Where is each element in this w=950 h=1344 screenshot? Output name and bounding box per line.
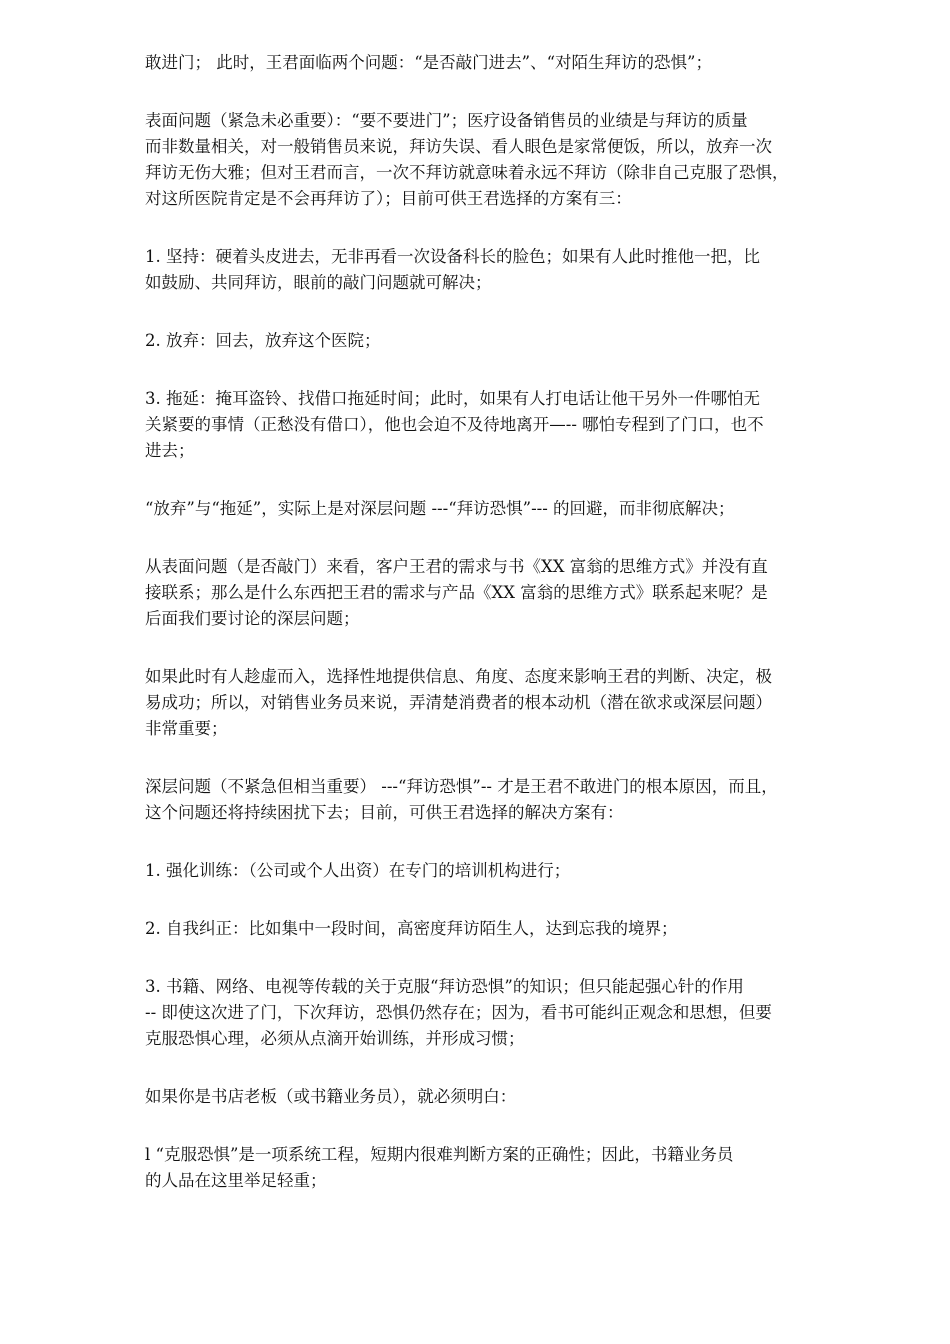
text-line: 3. 拖延：掩耳盗铃、找借口拖延时间；此时，如果有人打电话让他干另外一件哪怕无 xyxy=(145,389,760,408)
text-line: 2. 自我纠正：比如集中一段时间，高密度拜访陌生人，达到忘我的境界； xyxy=(145,919,678,938)
text-line: 拜访无伤大雅；但对王君而言，一次不拜访就意味着永远不拜访（除非自己克服了恐惧， xyxy=(145,163,789,182)
text-line: 敢进门； 此时，王君面临两个问题：“是否敲门进去”、“对陌生拜访的恐惧”； xyxy=(145,53,712,72)
paragraph-spacer xyxy=(145,76,890,108)
paragraph xyxy=(145,496,890,522)
text-line: 如果你是书店老板（或书籍业务员），就必须明白： xyxy=(145,1087,517,1106)
paragraph xyxy=(145,50,890,76)
paragraph xyxy=(145,858,890,884)
text-line: 进去； xyxy=(145,441,195,460)
text-line: l “克服恐惧”是一项系统工程，短期内很难判断方案的正确性；因此，书籍业务员 xyxy=(145,1145,734,1164)
paragraph xyxy=(145,1142,890,1194)
text-line: “放弃”与“拖延”，实际上是对深层问题 ---“拜访恐惧”--- 的回避，而非彻底解决； xyxy=(145,499,735,518)
paragraph xyxy=(145,328,890,354)
text-line: 表面问题（紧急未必重要）：“要不要进门”；医疗设备销售员的业绩是与拜访的质量 xyxy=(145,111,748,130)
paragraph-spacer xyxy=(145,522,890,554)
paragraph-spacer xyxy=(145,1052,890,1084)
paragraph-spacer xyxy=(145,942,890,974)
text-line: 1. 坚持：硬着头皮进去，无非再看一次设备科长的脸色；如果有人此时推他一把，比 xyxy=(145,247,760,266)
paragraph-spacer xyxy=(145,1110,890,1142)
text-line: 这个问题还将持续困扰下去；目前，可供王君选择的解决方案有： xyxy=(145,803,624,822)
paragraph xyxy=(145,386,890,464)
paragraph-spacer xyxy=(145,826,890,858)
text-line: 1. 强化训练：（公司或个人出资）在专门的培训机构进行； xyxy=(145,861,571,880)
text-line: 后面我们要讨论的深层问题； xyxy=(145,609,360,628)
text-line: 从表面问题（是否敲门）来看，客户王君的需求与书《XX 富翁的思维方式》并没有直 xyxy=(145,557,768,576)
text-line: 3. 书籍、网络、电视等传载的关于克服“拜访恐惧”的知识；但只能起强心针的作用 xyxy=(145,977,744,996)
paragraph xyxy=(145,244,890,296)
text-line: 而非数量相关，对一般销售员来说，拜访失误、看人眼色是家常便饭，所以，放弃一次 xyxy=(145,137,772,156)
paragraph-spacer xyxy=(145,632,890,664)
document-body xyxy=(145,50,890,1194)
text-line: -- 即使这次进了门，下次拜访，恐惧仍然存在；因为，看书可能纠正观念和思想，但要 xyxy=(145,1003,772,1022)
text-line: 对这所医院肯定是不会再拜访了）；目前可供王君选择的方案有三： xyxy=(145,189,632,208)
paragraph xyxy=(145,1084,890,1110)
text-line: 接联系；那么是什么东西把王君的需求与产品《XX 富翁的思维方式》联系起来呢？是 xyxy=(145,583,768,602)
text-line: 深层问题（不紧急但相当重要） ---“拜访恐惧”-- 才是王君不敢进门的根本原因，而且， xyxy=(145,777,778,796)
paragraph-spacer xyxy=(145,884,890,916)
paragraph xyxy=(145,774,890,826)
text-line: 如鼓励、共同拜访，眼前的敲门问题就可解决； xyxy=(145,273,492,292)
paragraph-spacer xyxy=(145,464,890,496)
paragraph-spacer xyxy=(145,296,890,328)
text-line: 克服恐惧心理，必须从点滴开始训练，并形成习惯； xyxy=(145,1029,525,1048)
paragraph xyxy=(145,554,890,632)
paragraph-spacer xyxy=(145,212,890,244)
text-line: 如果此时有人趁虚而入，选择性地提供信息、角度、态度来影响王君的判断、决定，极 xyxy=(145,667,772,686)
paragraph-spacer xyxy=(145,742,890,774)
paragraph xyxy=(145,108,890,212)
text-line: 关紧要的事情（正愁没有借口），他也会迫不及待地离开—-- 哪怕专程到了门口，也不 xyxy=(145,415,764,434)
paragraph xyxy=(145,916,890,942)
text-line: 2. 放弃：回去，放弃这个医院； xyxy=(145,331,381,350)
text-line: 非常重要； xyxy=(145,719,228,738)
paragraph xyxy=(145,974,890,1052)
paragraph-spacer xyxy=(145,354,890,386)
paragraph xyxy=(145,664,890,742)
text-line: 的人品在这里举足轻重； xyxy=(145,1171,327,1190)
text-line: 易成功；所以，对销售业务员来说，弄清楚消费者的根本动机（潜在欲求或深层问题） xyxy=(145,693,772,712)
